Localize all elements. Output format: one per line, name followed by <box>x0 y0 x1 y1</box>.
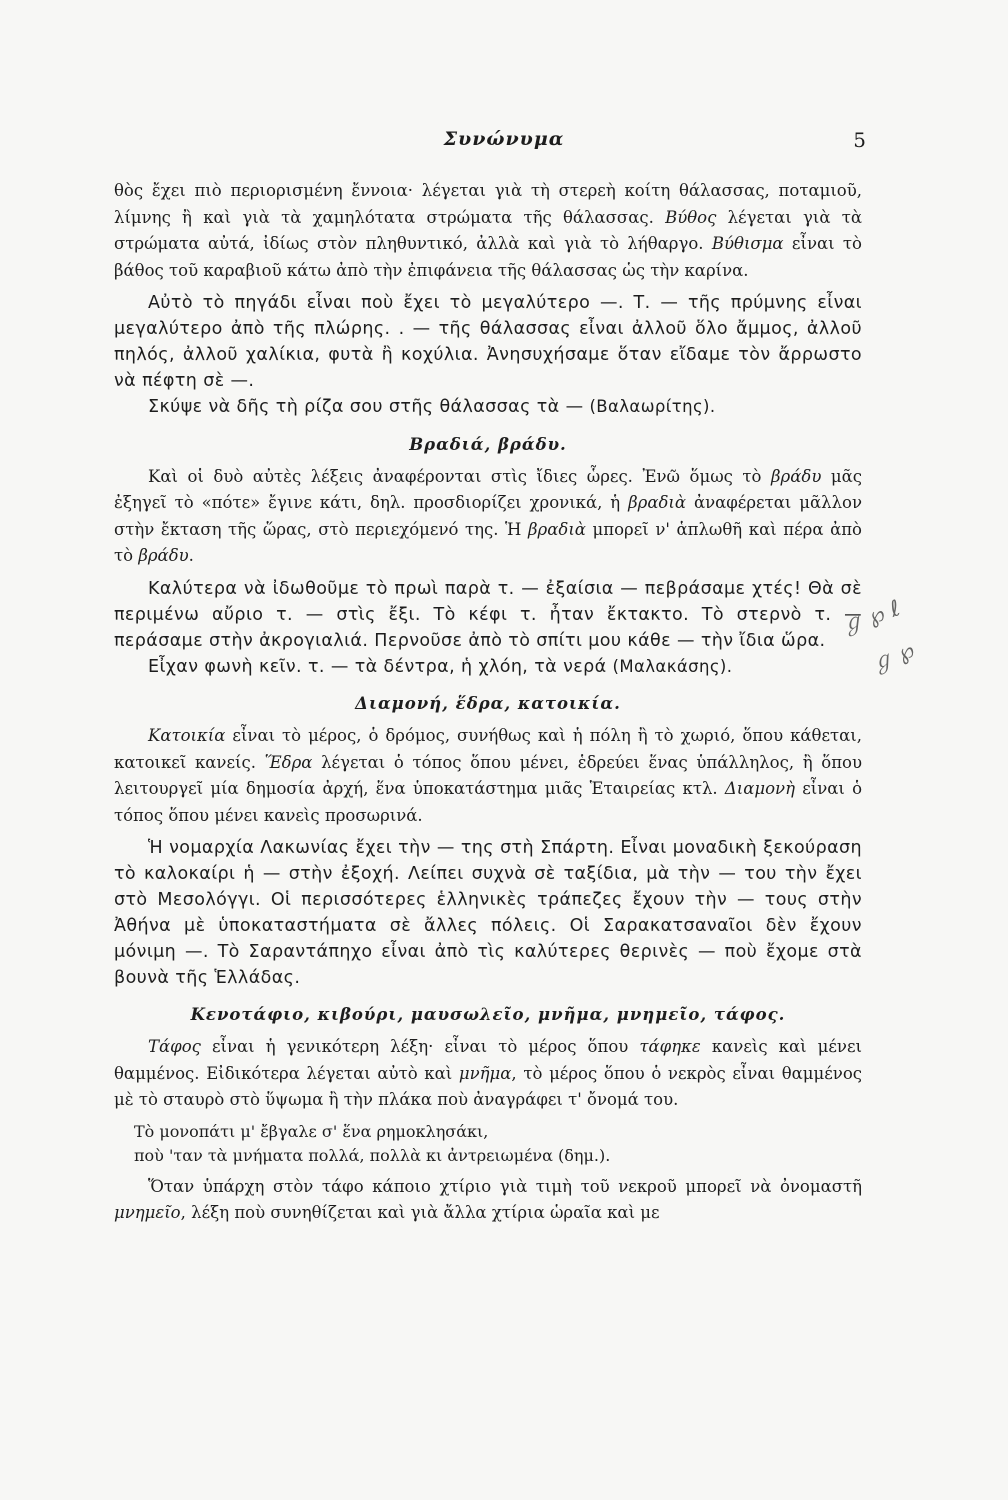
section-heading-kenotafio: Κενοτάφιο, κιβούρι, μαυσωλεῖο, μνῆμα, μνημεῖο, τάφος. <box>190 1005 786 1024</box>
poem-line: ποὺ 'ταν τὰ μνήματα πολλά, πολλὰ κι ἀντρειωμένα (δημ.). <box>134 1145 611 1165</box>
handwritten-annotation: ℊ ℘ ℓ <box>838 596 904 639</box>
vradia-examples: Καλύτερα νὰ ἰδωθοῦμε τὸ πρωὶ παρὰ τ. — ἐξαίσια — πεβράσαμε χτές! Θὰ σὲ περιμένω αὔριο τ. — στὶς ἔξι. Τὸ κέφι τ. ἦταν ἔκτακτο. Τὸ στερνὸ τ. — περάσαμε στὴν ἀκρογιαλιά. Περνοῦσε ἀπὸ τὸ σπίτι μου κάθε — τὴν ἴδια ὥρα. <box>114 578 862 651</box>
running-title: Συνώνυμα <box>443 128 565 150</box>
intro-examples: Αὐτὸ τὸ πηγάδι εἶναι ποὺ ἔχει τὸ μεγαλύτερο —. Τ. — τῆς πρύμνης εἶναι μεγαλύτερο ἀπὸ τῆς πλώρης. . — τῆς θάλασσας εἶναι ἀλλοῦ ὅλο ἄμμος, ἀλλοῦ πηλός, ἀλλοῦ χαλίκια, φυτὰ ἢ κοχύλια. Ἀνησυχήσαμε ὅταν εἴδαμε τὸν ἄρρωστο νὰ πέφτη σὲ —. <box>114 293 862 391</box>
page-header <box>0 128 1008 156</box>
kenotafio-definition: Τάφος εἶναι ἡ γενικότερη λέξη· εἶναι τὸ μέρος ὅπου τάφηκε κανεὶς καὶ μένει θαμμένος. Εἰδικότερα λέγεται αὐτὸ καὶ μνῆμα, τὸ μέρος ὅπου ὁ νεκρὸς εἶναι θαμμένος μὲ τὸ σταυρὸ στὸ ὕψωμα ἢ τὴν πλάκα ποὺ ἀναγράφει τ' ὄνομά του. <box>114 1037 862 1109</box>
poem-quote <box>134 1120 862 1168</box>
poem-line: Τὸ μονοπάτι μ' ἔβγαλε σ' ἕνα ρημοκλησάκι, <box>134 1121 489 1141</box>
vradia-definition: Καὶ οἱ δυὸ αὐτὲς λέξεις ἀναφέρονται στὶς ἴδιες ὧρες. Ἐνῶ ὅμως τὸ βράδυ μᾶς ἐξηγεῖ τὸ «πότε» ἔγινε κάτι, δηλ. προσδιορίζει χρονικά, ἡ βραδιὰ ἀναφέρεται μᾶλλον στὴν ἔκταση τῆς ὥρας, στὸ περιεχόμενό της. Ἡ βραδιὰ μπορεῖ ν' ἁπλωθῆ καὶ πέρα ἀπὸ τὸ βράδυ. <box>114 466 862 565</box>
section-heading-diamoni: Διαμονή, ἕδρα, κατοικία. <box>355 694 621 713</box>
page-number: 5 <box>853 128 866 152</box>
intro-paragraph-1: θὸς ἔχει πιὸ περιορισμένη ἔννοια· λέγεται γιὰ τὴ στερεὴ κοίτη θάλασσας, ποταμιοῦ, λίμνης ἢ καὶ γιὰ τὰ χαμηλότατα στρώματα τῆς θάλασσας. Βύθος λέγεται γιὰ τὰ στρώματα αὐτά, ἰδίως στὸν πληθυντικό, ἀλλὰ καὶ γιὰ τὸ λήθαργο. Βύθισμα εἶναι τὸ βάθος τοῦ καραβιοῦ κάτω ἀπὸ τὴν ἐπιφάνεια τῆς θάλασσας ὡς τὴν καρίνα. <box>114 181 862 280</box>
page-body <box>114 178 862 1227</box>
diamoni-definition: Κατοικία εἶναι τὸ μέρος, ὁ δρόμος, συνήθως καὶ ἡ πόλη ἢ τὸ χωριό, ὅπου κάθεται, κατοικεῖ κανείς. Ἕδρα λέγεται ὁ τόπος ὅπου μένει, ἑδρεύει ἕνας ὑπάλληλος, ἢ ὅπου λειτουργεῖ μία δημοσία ἀρχή, ἕνα ὑποκατάστημα μιᾶς Ἑταιρείας κτλ. Διαμονὴ εἶναι ὁ τόπος ὅπου μένει κανεὶς προσωρινά. <box>114 726 863 825</box>
diamoni-examples: Ἡ νομαρχία Λακωνίας ἔχει τὴν — της στὴ Σπάρτη. Εἶναι μοναδικὴ ξεκούραση τὸ καλοκαίρι ἡ — στὴν ἐξοχή. Λείπει συχνὰ σὲ ταξίδια, μὰ τὴν — του τὴν ἔχει στὸ Μεσολόγγι. Οἱ περισσότερες ἑλληνικὲς τράπεζες ἔχουν τὴν — τους στὴν Ἀθήνα μὲ ὑποκαταστήματα σὲ ἄλλες πόλεις. Οἱ Σαρακατσαναῖοι δὲν ἔχουν μόνιμη —. Τὸ Σαραντάπηχο εἶναι ἀπὸ τὶς καλύτερες θερινὲς — ποὺ ἔχομε στὰ βουνὰ τῆς Ἑλλάδας. <box>114 838 862 988</box>
intro-quote: Σκύψε νὰ δῆς τὴ ρίζα σου στῆς θάλασσας τὰ — (Βαλαωρίτης). <box>148 397 716 417</box>
vradia-quote: Εἶχαν φωνὴ κεῖν. τ. — τὰ δέντρα, ἡ χλόη, τὰ νερά (Μαλακάσης). <box>148 656 733 677</box>
kenotafio-continuation: Ὅταν ὑπάρχη στὸν τάφο κάποιο χτίριο γιὰ τιμὴ τοῦ νεκροῦ μπορεῖ νὰ ὀνομαστῆ μνημεῖο, λέξη ποὺ συνηθίζεται καὶ γιὰ ἄλλα χτίρια ὡραῖα καὶ με <box>114 1176 862 1222</box>
handwritten-annotation: ℊ ℘ <box>867 637 919 678</box>
section-heading-vradia: Βραδιά, βράδυ. <box>409 434 567 454</box>
